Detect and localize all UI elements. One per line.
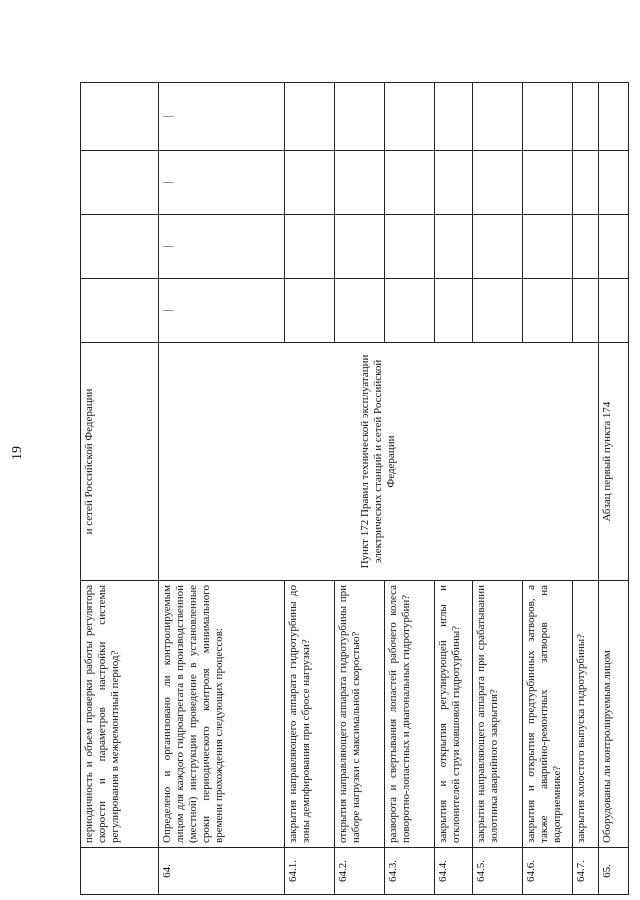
item-number: 64.4. (435, 848, 473, 895)
answer-cell (385, 215, 435, 279)
pencil-mark: | (159, 83, 285, 151)
question-text: Оборудованы ли контролируемым лицом (599, 581, 629, 848)
pencil-mark: | (159, 151, 285, 215)
question-text: закрытия холостого выпуска гидротурбины? (573, 581, 599, 848)
item-number: 64.2. (335, 848, 385, 895)
answer-cell (573, 151, 599, 215)
table-row (81, 83, 159, 895)
answer-cell (473, 215, 523, 279)
page-number: 19 (10, 446, 25, 460)
answer-cell (335, 83, 385, 151)
answer-cell (285, 83, 335, 151)
answer-cell (599, 279, 629, 343)
table-row (599, 83, 629, 895)
item-number: 64.3. (385, 848, 435, 895)
answer-no-cell (81, 215, 159, 279)
answer-cell (385, 279, 435, 343)
legal-reference: и сетей Российской Федерации (81, 343, 159, 581)
answer-cell (385, 151, 435, 215)
answer-cell (473, 83, 523, 151)
pencil-mark: | (159, 279, 285, 343)
answer-cell (435, 279, 473, 343)
question-text: закрытия направляющего аппарата гидротурбины до зоны демпфирования при сбросе нагрузки? (285, 581, 335, 848)
answer-cell (573, 279, 599, 343)
answer-cell (435, 151, 473, 215)
answer-cell (285, 151, 335, 215)
answer-cell (335, 279, 385, 343)
answer-yes-cell (81, 279, 159, 343)
item-number (81, 848, 159, 895)
table-row (159, 83, 285, 895)
answer-cell (599, 215, 629, 279)
question-text: закрытия направляющего аппарата при срабатывании золотника аварийного закрытия? (473, 581, 523, 848)
item-number: 64. (159, 848, 285, 895)
question-text: разворота и свертывания лопастей рабочего колеса поворотно-лопастных и диагональных гидротурбин? (385, 581, 435, 848)
item-number: 65. (599, 848, 629, 895)
question-text: закрытия и открытия регулирующей иглы и отклонителей струи ковшовой гидротурбины? (435, 581, 473, 848)
answer-cell (435, 215, 473, 279)
answer-cell (473, 151, 523, 215)
answer-na-cell (81, 151, 159, 215)
answer-cell (523, 151, 573, 215)
answer-cell (335, 151, 385, 215)
legal-reference: Абзац первый пункта 174 (599, 343, 629, 581)
answer-cell (435, 83, 473, 151)
item-number: 64.5. (473, 848, 523, 895)
question-text: закрытия и открытия предтурбинных затворов, а также аварийно-ремонтных затворов на водоприемнике? (523, 581, 573, 848)
item-number: 64.6. (523, 848, 573, 895)
legal-reference: Пункт 172 Правил технической эксплуатации электрических станций и сетей Российской Федерации (159, 343, 599, 581)
answer-cell (523, 83, 573, 151)
answer-note-cell (81, 83, 159, 151)
answer-cell (385, 83, 435, 151)
question-text: открытия направляющего аппарата гидротурбины при наборе нагрузки с максимальной скоростью? (335, 581, 385, 848)
answer-cell (599, 151, 629, 215)
answer-cell (573, 215, 599, 279)
answer-cell (473, 279, 523, 343)
question-text: периодичность и объем проверки работы регулятора скорости и параметров настройки системы регулирования в межремонтный период? (81, 581, 159, 848)
answer-cell (523, 215, 573, 279)
answer-cell (285, 215, 335, 279)
pencil-mark: | (159, 215, 285, 279)
item-number: 64.1. (285, 848, 335, 895)
answer-cell (285, 279, 335, 343)
answer-cell (573, 83, 599, 151)
answer-cell (335, 215, 385, 279)
question-text: Определено и организовано ли контролируемым лицом для каждого гидроагрегата в производственной (местной) инструкции проведение в установленные сроки периодического контроля минимального времени прохождения следующих процессов: (159, 581, 285, 848)
answer-cell (523, 279, 573, 343)
answer-cell (599, 83, 629, 151)
item-number: 64.7. (573, 848, 599, 895)
checklist-table (80, 82, 629, 895)
